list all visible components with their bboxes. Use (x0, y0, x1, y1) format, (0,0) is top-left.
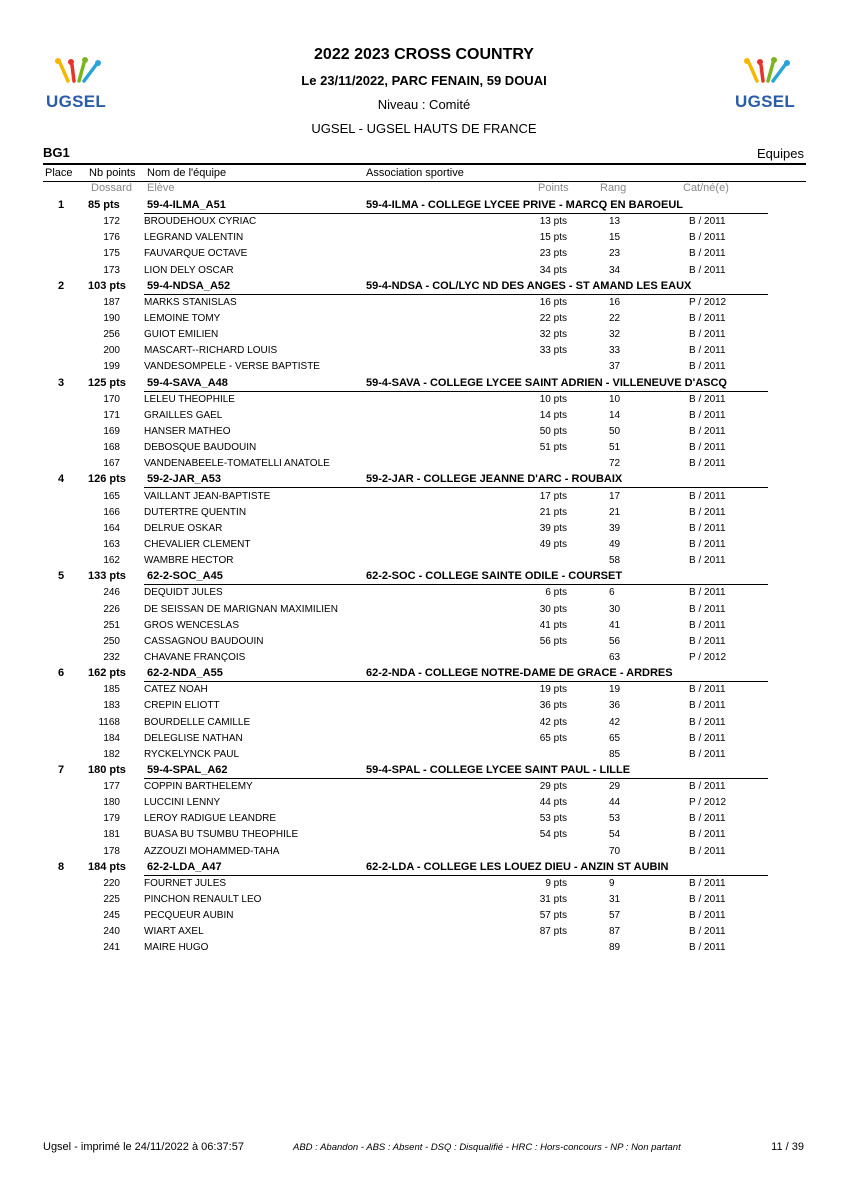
athlete-row (0, 359, 848, 375)
athlete-points: 53 pts (539, 813, 567, 825)
athlete-row (0, 634, 848, 650)
athlete-category: B / 2011 (689, 506, 726, 518)
athlete-row (0, 811, 848, 827)
athlete-name: LEROY RADIGUE LEANDRE (144, 813, 277, 825)
view-label: Equipes (757, 146, 804, 161)
athlete-dossard: 226 (103, 603, 120, 615)
level-label: Niveau : Comité (377, 97, 471, 112)
athlete-category: B / 2011 (689, 781, 726, 793)
athlete-rank: 37 (609, 361, 621, 373)
athlete-category: B / 2011 (689, 555, 726, 567)
athlete-row (0, 924, 848, 940)
athlete-row (0, 715, 848, 731)
athlete-row (0, 295, 848, 311)
athlete-points: 15 pts (539, 232, 567, 244)
athlete-name: CHEVALIER CLEMENT (144, 538, 251, 550)
team-points: 103 pts (88, 279, 126, 292)
athlete-row (0, 682, 848, 698)
athlete-rank: 51 (609, 442, 621, 454)
athlete-dossard: 187 (103, 296, 120, 308)
athlete-name: HANSER MATHEO (144, 425, 231, 437)
athlete-rank: 16 (609, 296, 621, 308)
athlete-rank: 58 (609, 555, 621, 567)
athlete-dossard: 220 (103, 877, 120, 889)
team-row (0, 472, 848, 488)
athlete-category: B / 2011 (689, 490, 726, 502)
header-rule (43, 163, 806, 165)
athlete-row (0, 214, 848, 230)
athlete-name: DEBOSQUE BAUDOUIN (144, 442, 257, 454)
svg-text:UGSEL: UGSEL (735, 92, 796, 111)
athlete-rank: 89 (609, 942, 621, 954)
athlete-name: BROUDEHOUX CYRIAC (144, 216, 257, 228)
col-header-points: Nb points (89, 167, 136, 179)
athlete-dossard: 172 (103, 216, 120, 228)
team-row (0, 666, 848, 682)
athlete-points: 34 pts (539, 264, 567, 276)
athlete-name: LION DELY OSCAR (144, 264, 234, 276)
athlete-row (0, 876, 848, 892)
athlete-category: B / 2011 (689, 264, 726, 276)
team-association: 59-4-NDSA - COL/LYC ND DES ANGES - ST AMAND LES EAUX (366, 279, 692, 292)
athlete-dossard: 164 (103, 522, 120, 534)
team-row (0, 763, 848, 779)
athlete-dossard: 245 (103, 910, 120, 922)
athlete-row (0, 602, 848, 618)
athlete-row (0, 246, 848, 262)
team-place: 3 (58, 376, 65, 389)
team-association: 59-4-SAVA - COLLEGE LYCEE SAINT ADRIEN - VILLENEUVE D'ASCQ (366, 376, 727, 389)
athlete-dossard: 256 (103, 329, 120, 341)
athlete-dossard: 183 (103, 700, 120, 712)
athlete-points: 14 pts (539, 409, 567, 421)
athlete-name: FAUVARQUE OCTAVE (144, 248, 248, 260)
team-place: 1 (58, 199, 65, 211)
team-points: 85 pts (88, 199, 120, 211)
athlete-rank: 72 (609, 458, 621, 470)
athlete-dossard: 168 (103, 442, 120, 454)
col-header-team: Nom de l'équipe (147, 167, 227, 179)
athlete-points: 49 pts (539, 538, 567, 550)
athlete-name: DUTERTRE QUENTIN (144, 506, 247, 518)
athlete-category: P / 2012 (689, 797, 727, 809)
athlete-name: GROS WENCESLAS (144, 619, 240, 631)
athlete-dossard: 171 (103, 409, 120, 421)
athlete-name: AZZOUZI MOHAMMED-TAHA (144, 845, 280, 857)
col-header-eleve: Elève (147, 182, 175, 194)
athlete-rank: 53 (609, 813, 621, 825)
athlete-category: B / 2011 (689, 409, 726, 421)
athlete-points: 87 pts (539, 926, 567, 938)
athlete-dossard: 179 (103, 813, 120, 825)
athlete-dossard: 176 (103, 232, 120, 244)
athlete-row (0, 489, 848, 505)
athlete-category: B / 2011 (689, 942, 726, 954)
athlete-dossard: 246 (103, 587, 120, 599)
team-place: 8 (58, 860, 65, 873)
results-table (0, 198, 848, 957)
team-place: 6 (58, 667, 65, 680)
athlete-category: B / 2011 (689, 877, 726, 889)
athlete-rank: 85 (609, 748, 621, 760)
athlete-row (0, 844, 848, 860)
athlete-category: B / 2011 (689, 700, 726, 712)
athlete-row (0, 327, 848, 343)
athlete-rank: 49 (609, 538, 621, 550)
athlete-dossard: 173 (103, 264, 120, 276)
athlete-dossard: 232 (103, 651, 120, 663)
athlete-category: B / 2011 (689, 845, 726, 857)
athlete-row (0, 698, 848, 714)
athlete-dossard: 177 (103, 781, 120, 793)
athlete-category: B / 2011 (689, 312, 726, 324)
athlete-row (0, 892, 848, 908)
athlete-dossard: 180 (103, 797, 120, 809)
athlete-row (0, 392, 848, 408)
athlete-dossard: 163 (103, 538, 120, 550)
athlete-dossard: 250 (103, 635, 120, 647)
athlete-category: B / 2011 (689, 587, 726, 599)
athlete-name: VANDENABEELE-TOMATELLI ANATOLE (144, 458, 330, 470)
athlete-category: B / 2011 (689, 538, 726, 550)
athlete-name: DELRUE OSKAR (144, 522, 223, 534)
team-points: 184 pts (88, 860, 126, 873)
athlete-points: 16 pts (539, 296, 567, 308)
athlete-category: B / 2011 (689, 393, 726, 405)
athlete-points: 42 pts (539, 716, 567, 728)
athlete-row (0, 263, 848, 279)
athlete-category: B / 2011 (689, 345, 726, 357)
print-timestamp: Ugsel - imprimé le 24/11/2022 à 06:37:57 (43, 1141, 244, 1153)
athlete-points: 57 pts (539, 910, 567, 922)
team-place: 4 (58, 473, 65, 486)
athlete-dossard: 225 (103, 894, 120, 906)
athlete-dossard: 240 (103, 926, 120, 938)
svg-text:UGSEL: UGSEL (46, 92, 107, 111)
athlete-category: B / 2011 (689, 716, 726, 728)
athlete-name: MAIRE HUGO (144, 942, 209, 954)
athlete-dossard: 165 (103, 490, 120, 502)
abbreviation-legend: ABD : Abandon - ABS : Absent - DSQ : Disqualifié - HRC : Hors-concours - NP : Non partant (293, 1142, 681, 1153)
athlete-points: 10 pts (539, 393, 567, 405)
athlete-dossard: 166 (103, 506, 120, 518)
athlete-name: VANDESOMPELE - VERSE BAPTISTE (144, 361, 320, 373)
athlete-dossard: 184 (103, 732, 120, 744)
team-row (0, 860, 848, 876)
athlete-name: WIART AXEL (144, 926, 204, 938)
athlete-row (0, 940, 848, 956)
athlete-rank: 21 (609, 506, 621, 518)
athlete-points: 17 pts (539, 490, 567, 502)
team-place: 5 (58, 570, 65, 583)
athlete-name: CASSAGNOU BAUDOUIN (144, 635, 264, 647)
event-date-location: Le 23/11/2022, PARC FENAIN, 59 DOUAI (301, 73, 547, 88)
document-title: 2022 2023 CROSS COUNTRY (314, 46, 534, 63)
col-header-place: Place (45, 167, 73, 179)
athlete-rank: 15 (609, 232, 621, 244)
team-points: 125 pts (88, 376, 126, 389)
athlete-category: B / 2011 (689, 232, 726, 244)
athlete-name: CATEZ NOAH (144, 684, 208, 696)
athlete-name: PECQUEUR AUBIN (144, 910, 234, 922)
athlete-category: B / 2011 (689, 603, 726, 615)
col-header-cat: Cat/né(e) (683, 182, 729, 194)
athlete-dossard: 167 (103, 458, 120, 470)
athlete-name: MARKS STANISLAS (144, 296, 237, 308)
team-name: 62-2-SOC_A45 (147, 570, 223, 583)
athlete-category: B / 2011 (689, 829, 726, 841)
athlete-name: LUCCINI LENNY (144, 797, 221, 809)
col-header-rang: Rang (600, 182, 627, 194)
athlete-rank: 34 (609, 264, 621, 276)
athlete-points: 29 pts (539, 781, 567, 793)
athlete-rank: 39 (609, 522, 621, 534)
athlete-name: DEQUIDT JULES (144, 587, 223, 599)
col-header-association: Association sportive (366, 167, 464, 179)
athlete-name: GUIOT EMILIEN (144, 329, 219, 341)
athlete-category: B / 2011 (689, 442, 726, 454)
athlete-points: 41 pts (539, 619, 567, 631)
athlete-row (0, 408, 848, 424)
athlete-category: B / 2011 (689, 813, 726, 825)
athlete-rank: 19 (609, 684, 621, 696)
athlete-rank: 65 (609, 732, 621, 744)
team-name: 59-4-NDSA_A52 (147, 279, 231, 292)
athlete-rank: 54 (609, 829, 621, 841)
athlete-rank: 9 (609, 877, 615, 889)
team-points: 162 pts (88, 667, 126, 680)
athlete-name: GRAILLES GAEL (144, 409, 223, 421)
athlete-category: P / 2012 (689, 296, 727, 308)
athlete-rank: 56 (609, 635, 621, 647)
athlete-name: BUASA BU TSUMBU THEOPHILE (144, 829, 299, 841)
athlete-dossard: 190 (103, 312, 120, 324)
organization-label: UGSEL - UGSEL HAUTS DE FRANCE (311, 121, 537, 136)
athlete-row (0, 827, 848, 843)
athlete-rank: 32 (609, 329, 621, 341)
team-name: 59-4-SPAL_A62 (147, 763, 228, 776)
athlete-points: 32 pts (539, 329, 567, 341)
athlete-dossard: 200 (103, 345, 120, 357)
athlete-rank: 33 (609, 345, 621, 357)
athlete-points: 30 pts (539, 603, 567, 615)
team-name: 62-2-NDA_A55 (147, 667, 223, 680)
athlete-points: 22 pts (539, 312, 567, 324)
athlete-points: 54 pts (539, 829, 567, 841)
athlete-name: CREPIN ELIOTT (144, 700, 220, 712)
athlete-dossard: 199 (103, 361, 120, 373)
athlete-dossard: 181 (103, 829, 120, 841)
athlete-dossard: 170 (103, 393, 120, 405)
athlete-rank: 50 (609, 425, 621, 437)
athlete-category: B / 2011 (689, 926, 726, 938)
athlete-category: B / 2011 (689, 329, 726, 341)
athlete-points: 19 pts (539, 684, 567, 696)
athlete-category: B / 2011 (689, 910, 726, 922)
athlete-category: B / 2011 (689, 684, 726, 696)
team-points: 133 pts (88, 570, 126, 583)
athlete-points: 65 pts (539, 732, 567, 744)
athlete-category: B / 2011 (689, 522, 726, 534)
athlete-dossard: 162 (103, 555, 120, 567)
athlete-rank: 44 (609, 797, 621, 809)
athlete-rank: 41 (609, 619, 621, 631)
team-association: 59-4-ILMA - COLLEGE LYCEE PRIVE - MARCQ EN BAROEUL (366, 199, 683, 211)
athlete-rank: 17 (609, 490, 621, 502)
athlete-row (0, 505, 848, 521)
team-association: 62-2-NDA - COLLEGE NOTRE-DAME DE GRACE - ARDRES (366, 667, 673, 680)
team-name: 62-2-LDA_A47 (147, 860, 222, 873)
athlete-name: MASCART--RICHARD LOUIS (144, 345, 278, 357)
team-points: 126 pts (88, 473, 126, 486)
athlete-points: 33 pts (539, 345, 567, 357)
team-row (0, 198, 848, 214)
athlete-rank: 70 (609, 845, 621, 857)
team-association: 62-2-SOC - COLLEGE SAINTE ODILE - COURSET (366, 570, 623, 583)
athlete-name: RYCKELYNCK PAUL (144, 748, 240, 760)
athlete-rank: 23 (609, 248, 621, 260)
athlete-points: 50 pts (539, 425, 567, 437)
athlete-points: 56 pts (539, 635, 567, 647)
athlete-row (0, 779, 848, 795)
athlete-dossard: 182 (103, 748, 120, 760)
athlete-row (0, 585, 848, 601)
athlete-category: B / 2011 (689, 216, 726, 228)
athlete-category: B / 2011 (689, 361, 726, 373)
athlete-rank: 14 (609, 409, 621, 421)
athlete-rank: 30 (609, 603, 621, 615)
athlete-points: 44 pts (539, 797, 567, 809)
athlete-category: B / 2011 (689, 732, 726, 744)
athlete-name: LEGRAND VALENTIN (144, 232, 244, 244)
athlete-name: PINCHON RENAULT LEO (144, 894, 262, 906)
athlete-name: CHAVANE FRANÇOIS (144, 651, 246, 663)
athlete-rank: 13 (609, 216, 621, 228)
athlete-row (0, 747, 848, 763)
athlete-name: DE SEISSAN DE MARIGNAN MAXIMILIEN (144, 603, 338, 615)
athlete-points: 36 pts (539, 700, 567, 712)
athlete-name: DELEGLISE NATHAN (144, 732, 243, 744)
team-row (0, 569, 848, 585)
athlete-name: LEMOINE TOMY (144, 312, 221, 324)
athlete-name: BOURDELLE CAMILLE (144, 716, 251, 728)
athlete-row (0, 795, 848, 811)
col-header-pts: Points (538, 182, 569, 194)
athlete-row (0, 230, 848, 246)
team-association: 59-2-JAR - COLLEGE JEANNE D'ARC - ROUBAIX (366, 473, 623, 486)
athlete-dossard: 241 (103, 942, 120, 954)
athlete-row (0, 521, 848, 537)
athlete-points: 6 pts (545, 587, 567, 599)
athlete-row (0, 618, 848, 634)
team-name: 59-2-JAR_A53 (147, 473, 221, 486)
athlete-rank: 31 (609, 894, 621, 906)
athlete-category: P / 2012 (689, 651, 727, 663)
athlete-category: B / 2011 (689, 894, 726, 906)
athlete-points: 51 pts (539, 442, 567, 454)
athlete-points: 9 pts (545, 877, 567, 889)
team-name: 59-4-SAVA_A48 (147, 376, 228, 389)
athlete-name: COPPIN BARTHELEMY (144, 781, 253, 793)
athlete-category: B / 2011 (689, 635, 726, 647)
athlete-category: B / 2011 (689, 425, 726, 437)
athlete-row (0, 731, 848, 747)
athlete-points: 21 pts (539, 506, 567, 518)
team-row (0, 279, 848, 295)
athlete-rank: 29 (609, 781, 621, 793)
team-name: 59-4-ILMA_A51 (147, 199, 226, 211)
athlete-category: B / 2011 (689, 748, 726, 760)
athlete-dossard: 175 (103, 248, 120, 260)
athlete-name: FOURNET JULES (144, 877, 227, 889)
athlete-rank: 63 (609, 651, 621, 663)
athlete-row (0, 553, 848, 569)
category-label: BG1 (43, 145, 70, 160)
athlete-rank: 87 (609, 926, 621, 938)
team-row (0, 376, 848, 392)
athlete-row (0, 424, 848, 440)
athlete-points: 13 pts (539, 216, 567, 228)
team-association: 62-2-LDA - COLLEGE LES LOUEZ DIEU - ANZIN ST AUBIN (366, 860, 669, 873)
athlete-rank: 6 (609, 587, 615, 599)
athlete-rank: 57 (609, 910, 621, 922)
page-number: 11 / 39 (771, 1141, 804, 1153)
athlete-rank: 22 (609, 312, 621, 324)
athlete-rank: 10 (609, 393, 621, 405)
athlete-points: 39 pts (539, 522, 567, 534)
athlete-dossard: 1168 (98, 716, 120, 728)
athlete-row (0, 440, 848, 456)
athlete-category: B / 2011 (689, 458, 726, 470)
athlete-row (0, 537, 848, 553)
athlete-points: 31 pts (539, 894, 567, 906)
athlete-dossard: 178 (103, 845, 120, 857)
athlete-name: LELEU THEOPHILE (144, 393, 235, 405)
athlete-row (0, 908, 848, 924)
col-header-dossard: Dossard (91, 182, 132, 194)
team-place: 2 (58, 279, 65, 292)
athlete-rank: 36 (609, 700, 621, 712)
team-place: 7 (58, 763, 65, 776)
athlete-row (0, 311, 848, 327)
athlete-dossard: 251 (103, 619, 120, 631)
team-association: 59-4-SPAL - COLLEGE LYCEE SAINT PAUL - LILLE (366, 763, 631, 776)
athlete-row (0, 456, 848, 472)
athlete-rank: 42 (609, 716, 621, 728)
athlete-points: 23 pts (539, 248, 567, 260)
athlete-row (0, 650, 848, 666)
athlete-category: B / 2011 (689, 619, 726, 631)
team-points: 180 pts (88, 763, 126, 776)
athlete-dossard: 169 (103, 425, 120, 437)
athlete-category: B / 2011 (689, 248, 726, 260)
athlete-name: VAILLANT JEAN-BAPTISTE (144, 490, 271, 502)
athlete-row (0, 343, 848, 359)
athlete-dossard: 185 (103, 684, 120, 696)
athlete-name: WAMBRE HECTOR (144, 555, 234, 567)
